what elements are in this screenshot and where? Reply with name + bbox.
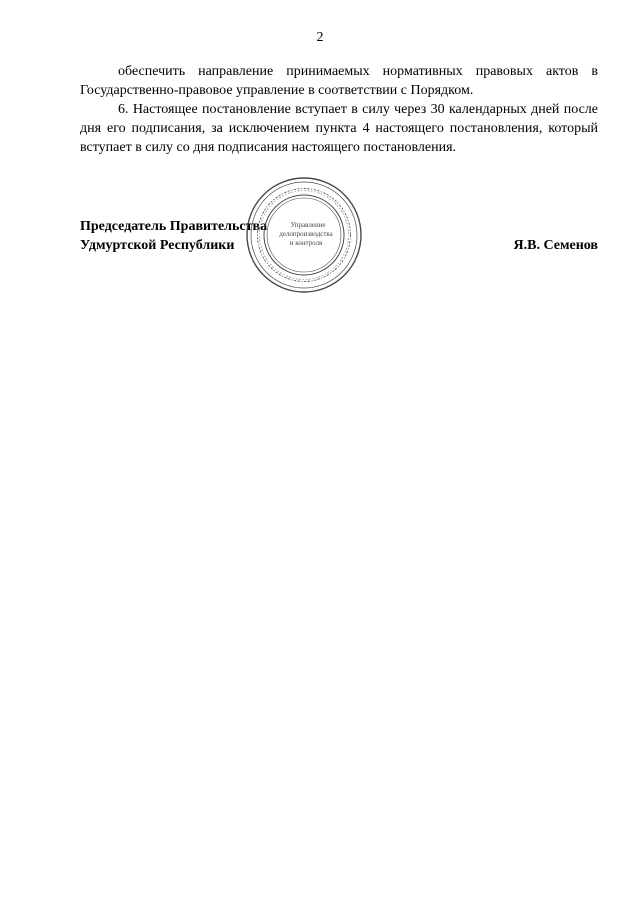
paragraph-item-6: 6. Настоящее постановление вступает в силу через 30 календарных дней после дня его подписания, за исключением пункта 4 настоящего постановления, который вступает в силу со дня подписания настоящего постановления.: [80, 102, 598, 155]
seal-inner-line3: и контроля: [289, 239, 323, 247]
seal-inner-line1: Управление: [290, 221, 326, 229]
paragraph-continuation: обеспечить направление принимаемых нормативных правовых актов в Государственно-правовое управление в соответствии с Порядком.: [80, 64, 598, 98]
seal-inner-line2: делопроизводства: [279, 230, 333, 238]
signatory-position-line2: Удмуртской Республики: [80, 238, 235, 253]
signatory-position-line1: Председатель Правительства: [80, 219, 268, 234]
page-number: 2: [316, 30, 324, 45]
document-body: [80, 62, 598, 157]
signatory-name: Я.В. Семенов: [513, 238, 598, 253]
official-seal-stamp: [244, 175, 364, 295]
